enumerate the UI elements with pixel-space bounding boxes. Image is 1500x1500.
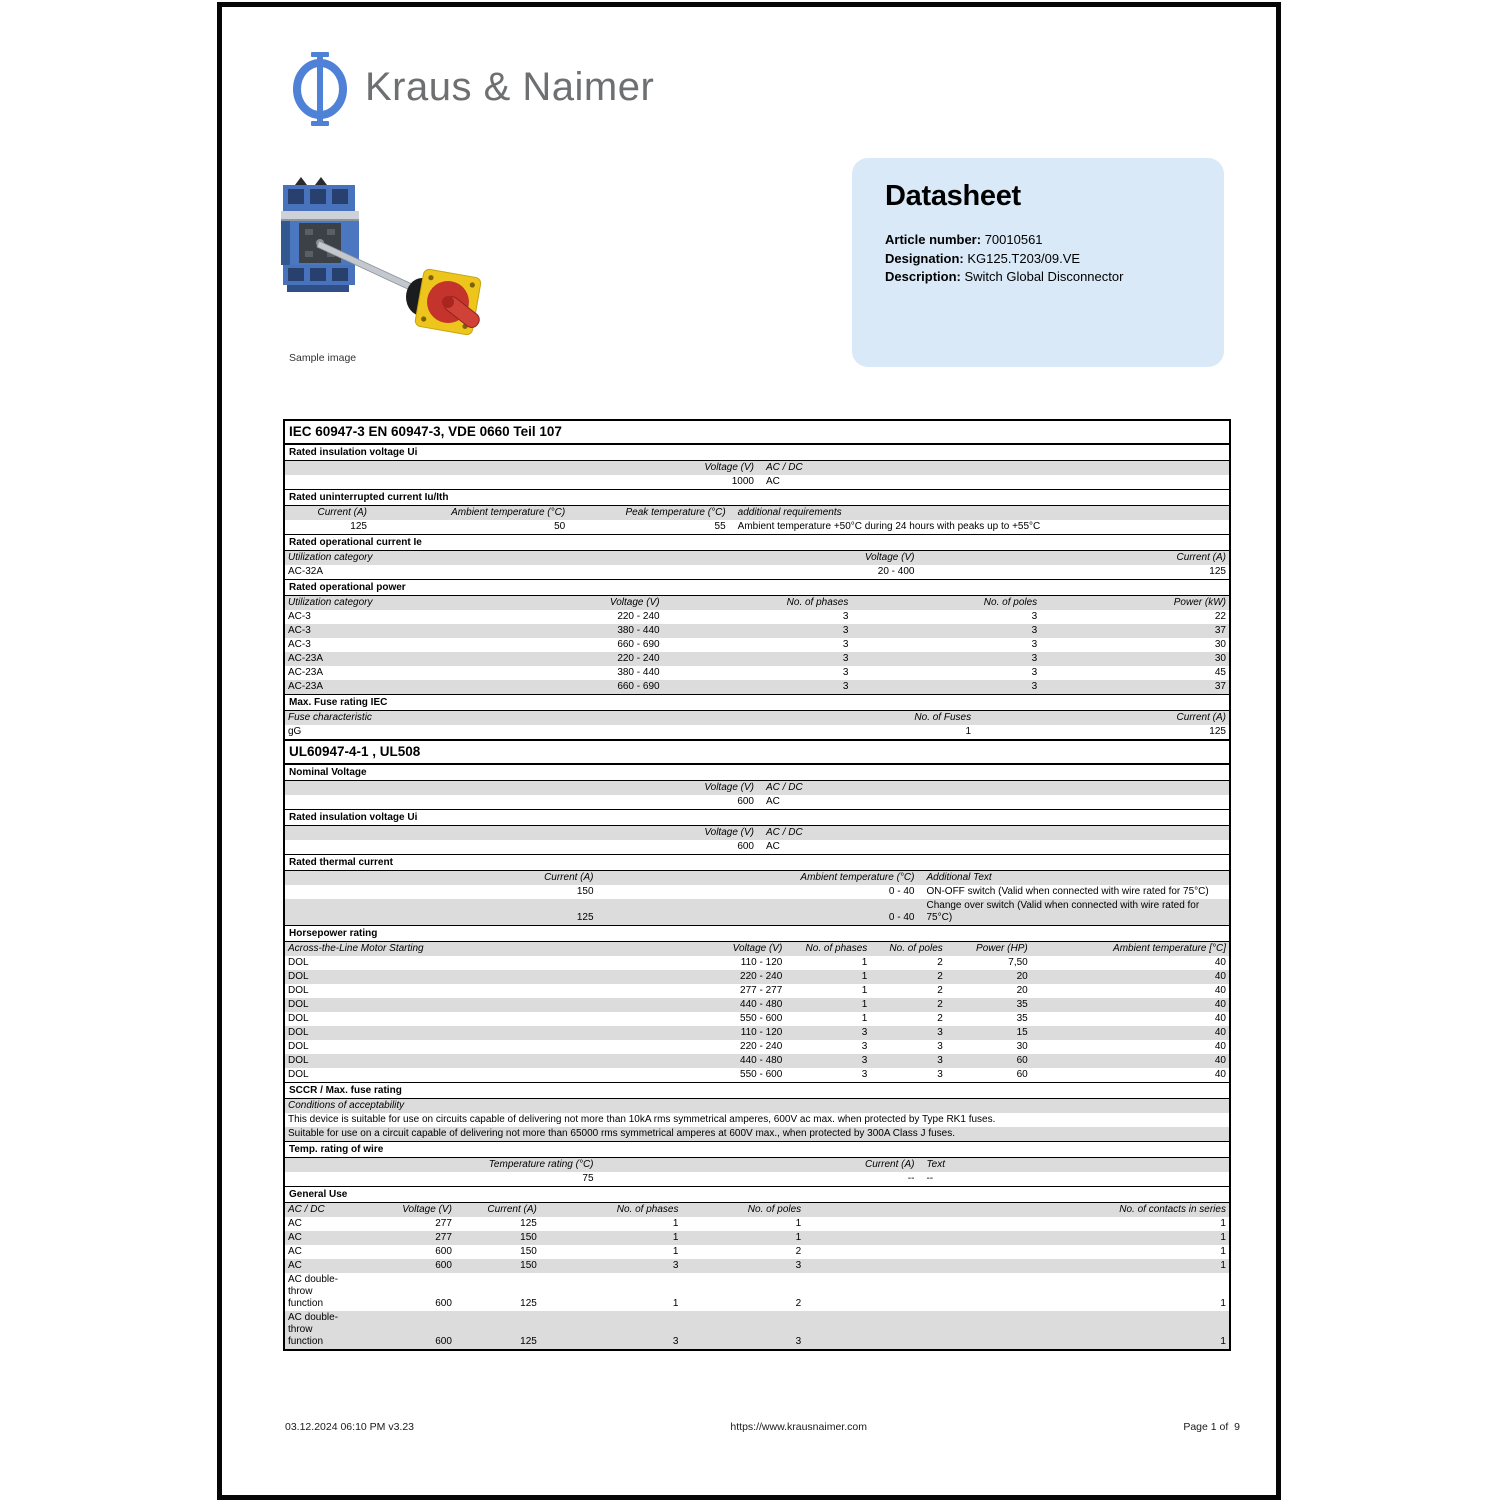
- table-cell: 40: [1214, 985, 1226, 996]
- table-cell: AC-3: [288, 611, 311, 622]
- table-cell: 220 - 240: [617, 611, 660, 622]
- product-sample-image: [275, 175, 505, 340]
- table-cell: 50: [554, 521, 566, 532]
- table-cell: AC-3: [288, 625, 311, 636]
- table-cell: DOL: [288, 1041, 309, 1052]
- table-row: [285, 1259, 1229, 1273]
- table-cell: No. of phases: [805, 943, 868, 954]
- table-cell: Current (A): [865, 1159, 915, 1170]
- table-cell: 3: [1031, 639, 1038, 650]
- table-cell: Across-the-Line Motor Starting: [288, 943, 424, 954]
- table-cell: Current (A): [487, 1204, 537, 1215]
- table-cell: 1: [861, 957, 868, 968]
- table-cell: No. of phases: [616, 1204, 679, 1215]
- table-cell: DOL: [288, 971, 309, 982]
- table-cell: DOL: [288, 1013, 309, 1024]
- table-cell: Conditions of acceptability: [288, 1100, 405, 1111]
- table-row: [285, 1068, 1229, 1082]
- product-handle: [414, 268, 489, 336]
- table-row: [285, 1172, 1229, 1186]
- table-cell: 125: [520, 1298, 537, 1309]
- table-cell: 40: [1214, 999, 1226, 1010]
- table-cell: 600: [435, 1246, 452, 1257]
- table-cell: 60: [1016, 1069, 1028, 1080]
- table-cell: 1: [1220, 1298, 1226, 1309]
- table-cell: Voltage (V): [704, 827, 754, 838]
- table-cell: 1: [1220, 1336, 1226, 1347]
- table-cell: AC / DC: [766, 827, 803, 838]
- table-cell: 60: [1016, 1055, 1028, 1066]
- table-cell: 37: [1214, 625, 1226, 636]
- document-page: [217, 2, 1281, 1500]
- table-cell: 660 - 690: [617, 639, 660, 650]
- table-cell: 220 - 240: [740, 1041, 783, 1052]
- table-cell: DOL: [288, 985, 309, 996]
- table-cell: 660 - 690: [617, 681, 660, 692]
- table-cell: 55: [714, 521, 726, 532]
- table-cell: AC / DC: [766, 462, 803, 473]
- table-cell: Change over switch (Valid when connected with wire rated for 75°C): [926, 900, 1200, 923]
- table-cell: 3: [842, 639, 849, 650]
- table-row: [285, 1026, 1229, 1040]
- info-field: [885, 231, 1204, 250]
- table-cell: No. of poles: [889, 943, 943, 954]
- table-cell: 40: [1214, 957, 1226, 968]
- table-cell: 1: [1220, 1218, 1226, 1229]
- table-cell: Suitable for use on a circuit capable of delivering not more than 65000 rms symmetrical amperes at 600V max., when protected by 300A Class J fuses.: [288, 1128, 956, 1139]
- table-cell: 15: [1016, 1027, 1028, 1038]
- table-cell: additional requirements: [737, 507, 842, 518]
- brand-logo: [292, 52, 654, 126]
- table-cell: 3: [861, 1041, 868, 1052]
- table-cell: AC: [288, 1218, 302, 1229]
- table-cell: 600: [435, 1336, 452, 1347]
- table-cell: 550 - 600: [740, 1069, 783, 1080]
- table-row: [285, 638, 1229, 652]
- table-cell: 220 - 240: [740, 971, 783, 982]
- table-subsection-header: Rated insulation voltage Ui: [285, 809, 1229, 826]
- table-cell: Utilization category: [288, 597, 373, 608]
- table-subsection-header: Rated uninterrupted current Iu/Ith: [285, 489, 1229, 506]
- table-cell: 3: [1031, 611, 1038, 622]
- table-cell: 125: [520, 1336, 537, 1347]
- table-row: [285, 1113, 1229, 1127]
- table-cell: 20 - 400: [877, 566, 915, 577]
- table-cell: Additional Text: [926, 872, 992, 883]
- table-row: [285, 680, 1229, 694]
- table-cell: 1: [1220, 1246, 1226, 1257]
- table-cell: AC / DC: [288, 1204, 325, 1215]
- table-cell: 3: [842, 625, 849, 636]
- table-header-row: [285, 596, 1229, 610]
- table-row: [285, 666, 1229, 680]
- brand-name: Kraus & Naimer: [365, 65, 655, 109]
- table-cell: 7,50: [1008, 957, 1028, 968]
- table-section-title: IEC 60947-3 EN 60947-3, VDE 0660 Teil 107: [285, 421, 1229, 445]
- table-cell: Voltage (V): [732, 943, 783, 954]
- table-cell: 600: [737, 796, 754, 807]
- table-cell: AC-3: [288, 639, 311, 650]
- table-cell: 37: [1214, 681, 1226, 692]
- table-cell: 150: [576, 886, 594, 897]
- table-cell: 30: [1214, 639, 1226, 650]
- sample-image-caption: Sample image: [289, 352, 357, 364]
- table-cell: AC: [288, 1260, 302, 1271]
- table-cell: Voltage (V): [609, 597, 660, 608]
- table-cell: AC double-throw function: [288, 1274, 339, 1309]
- table-cell: Ambient temperature (°C): [800, 872, 915, 883]
- table-subsection-header: Horsepower rating: [285, 925, 1229, 942]
- table-cell: 3: [1031, 667, 1038, 678]
- table-cell: 30: [1016, 1041, 1028, 1052]
- table-row: [285, 795, 1229, 809]
- table-cell: 600: [435, 1260, 452, 1271]
- table-cell: 1: [795, 1218, 802, 1229]
- product-lug: [315, 177, 327, 185]
- table-cell: Current (A): [317, 507, 367, 518]
- info-fields: [885, 231, 1204, 287]
- table-row: [285, 725, 1229, 739]
- table-cell: 2: [937, 985, 943, 996]
- table-cell: Voltage (V): [864, 552, 915, 563]
- table-cell: 2: [937, 999, 943, 1010]
- table-cell: 40: [1214, 1041, 1226, 1052]
- table-cell: 550 - 600: [740, 1013, 783, 1024]
- table-row: [285, 520, 1229, 534]
- datasheet-title: Datasheet: [885, 180, 1021, 212]
- table-row: [285, 1217, 1229, 1231]
- table-cell: 3: [937, 1055, 943, 1066]
- table-cell: 2: [937, 957, 943, 968]
- table-cell: Ambient temperature +50°C during 24 hours with peaks up to +55°C: [737, 521, 1041, 532]
- table-cell: AC: [766, 796, 780, 807]
- spec-table: [283, 419, 1231, 1351]
- table-cell: Temperature rating (°C): [488, 1159, 594, 1170]
- table-cell: 1: [1220, 1260, 1226, 1271]
- table-row: [285, 984, 1229, 998]
- table-cell: 1: [672, 1232, 679, 1243]
- table-header-row: [285, 461, 1229, 475]
- table-cell: 1: [672, 1246, 679, 1257]
- table-cell: 75: [582, 1173, 594, 1184]
- table-row: [285, 624, 1229, 638]
- table-cell: 110 - 120: [740, 957, 783, 968]
- table-cell: No. of poles: [747, 1204, 802, 1215]
- table-subsection-header: Rated thermal current: [285, 854, 1229, 871]
- table-cell: AC-32A: [288, 566, 324, 577]
- table-cell: 3: [1031, 681, 1038, 692]
- table-cell: --: [907, 1173, 915, 1184]
- table-header-row: [285, 506, 1229, 520]
- table-row: [285, 1245, 1229, 1259]
- table-cell: 150: [520, 1260, 537, 1271]
- table-cell: 220 - 240: [617, 653, 660, 664]
- table-row: [285, 1231, 1229, 1245]
- table-cell: No. of Fuses: [914, 712, 972, 723]
- table-cell: AC-23A: [288, 653, 324, 664]
- table-header-row: [285, 711, 1229, 725]
- table-cell: 2: [795, 1298, 802, 1309]
- info-field-value: 70010561: [984, 232, 1043, 247]
- table-cell: Voltage (V): [402, 1204, 452, 1215]
- table-cell: 40: [1214, 971, 1226, 982]
- table-cell: Ambient temperature (°C): [451, 507, 566, 518]
- table-cell: DOL: [288, 957, 309, 968]
- table-cell: AC double-throw function: [288, 1312, 339, 1347]
- table-cell: 440 - 480: [740, 999, 783, 1010]
- info-field-label: Description:: [885, 269, 965, 284]
- table-cell: 125: [1209, 726, 1226, 737]
- table-row: [285, 652, 1229, 666]
- table-cell: This device is suitable for use on circuits capable of delivering not more than 10kA rms symmetrical amperes, 600V ac max. when protected by Type RK1 fuses.: [288, 1114, 996, 1125]
- table-cell: gG: [288, 726, 302, 737]
- table-cell: 3: [842, 653, 849, 664]
- table-header-row: [285, 781, 1229, 795]
- table-cell: ON-OFF switch (Valid when connected with wire rated for 75°C): [926, 886, 1209, 897]
- table-cell: 3: [861, 1055, 868, 1066]
- footer-url: https://www.krausnaimer.com: [730, 1421, 867, 1433]
- table-cell: 3: [1031, 625, 1038, 636]
- table-cell: 150: [520, 1232, 537, 1243]
- table-cell: 3: [672, 1336, 679, 1347]
- table-cell: Current (A): [1176, 712, 1226, 723]
- table-cell: 600: [435, 1298, 452, 1309]
- table-cell: Fuse characteristic: [288, 712, 372, 723]
- table-cell: 22: [1214, 611, 1226, 622]
- table-cell: No. of contacts in series: [1119, 1204, 1226, 1215]
- table-cell: 1: [861, 1013, 868, 1024]
- table-cell: Ambient temperature [°C]: [1113, 943, 1226, 954]
- table-cell: AC / DC: [766, 782, 803, 793]
- table-cell: 30: [1214, 653, 1226, 664]
- table-cell: 1: [1220, 1232, 1226, 1243]
- table-cell: 20: [1016, 985, 1028, 996]
- table-cell: 1: [861, 971, 868, 982]
- table-cell: 2: [795, 1246, 802, 1257]
- table-header-row: [285, 551, 1229, 565]
- table-cell: 35: [1016, 999, 1028, 1010]
- table-subsection-header: Rated insulation voltage Ui: [285, 445, 1229, 461]
- table-cell: 150: [520, 1246, 537, 1257]
- table-cell: 277: [435, 1232, 452, 1243]
- phi-logo-icon: [292, 52, 348, 126]
- table-cell: AC-23A: [288, 681, 324, 692]
- table-cell: 1: [965, 726, 972, 737]
- table-cell: 3: [861, 1069, 868, 1080]
- footer-page-number: Page 1 of 9: [1183, 1421, 1240, 1433]
- table-row: [285, 970, 1229, 984]
- table-cell: AC-23A: [288, 667, 324, 678]
- table-cell: --: [926, 1173, 934, 1184]
- page-footer: [285, 1421, 1240, 1433]
- table-cell: 3: [795, 1260, 802, 1271]
- table-cell: 125: [1209, 566, 1226, 577]
- table-cell: Peak temperature (°C): [625, 507, 726, 518]
- table-cell: 3: [937, 1041, 943, 1052]
- table-cell: 277: [435, 1218, 452, 1229]
- table-cell: 1: [672, 1298, 679, 1309]
- table-row: [285, 840, 1229, 854]
- table-header-row: [285, 871, 1229, 885]
- info-field-label: Article number:: [885, 232, 985, 247]
- table-cell: No. of poles: [983, 597, 1038, 608]
- table-header-row: [285, 826, 1229, 840]
- table-subsection-header: Nominal Voltage: [285, 765, 1229, 781]
- info-field-value: Switch Global Disconnector: [964, 269, 1124, 284]
- table-cell: 1: [672, 1218, 679, 1229]
- table-cell: Voltage (V): [704, 782, 754, 793]
- table-subsection-header: Temp. rating of wire: [285, 1141, 1229, 1158]
- table-row: [285, 885, 1229, 899]
- table-cell: 35: [1016, 1013, 1028, 1024]
- table-cell: 1: [861, 999, 868, 1010]
- table-cell: 20: [1016, 971, 1028, 982]
- table-row: [285, 1127, 1229, 1141]
- table-row: [285, 610, 1229, 624]
- table-cell: 440 - 480: [740, 1055, 783, 1066]
- table-section-title: UL60947-4-1 , UL508: [285, 739, 1229, 765]
- table-cell: AC: [766, 476, 780, 487]
- table-cell: 3: [842, 681, 849, 692]
- table-cell: 600: [737, 841, 754, 852]
- table-row: [285, 475, 1229, 489]
- table-cell: Current (A): [544, 872, 594, 883]
- table-cell: DOL: [288, 1027, 309, 1038]
- table-subsection-header: Max. Fuse rating IEC: [285, 694, 1229, 711]
- table-cell: 0 - 40: [888, 912, 915, 923]
- table-cell: Utilization category: [288, 552, 373, 563]
- table-cell: DOL: [288, 999, 309, 1010]
- table-cell: 380 - 440: [617, 625, 660, 636]
- info-field: [885, 250, 1204, 269]
- table-header-row: [285, 942, 1229, 956]
- table-cell: Power (HP): [976, 943, 1028, 954]
- table-row: [285, 998, 1229, 1012]
- table-subsection-header: Rated operational current Ie: [285, 534, 1229, 551]
- table-row: [285, 1012, 1229, 1026]
- table-cell: AC: [288, 1246, 302, 1257]
- table-header-row: [285, 1158, 1229, 1172]
- table-cell: 380 - 440: [617, 667, 660, 678]
- table-cell: AC: [288, 1232, 302, 1243]
- table-cell: DOL: [288, 1055, 309, 1066]
- table-cell: 0 - 40: [888, 886, 915, 897]
- info-field: [885, 268, 1204, 287]
- table-cell: Power (kW): [1173, 597, 1226, 608]
- table-cell: Current (A): [1176, 552, 1226, 563]
- table-row: [285, 1040, 1229, 1054]
- table-cell: 277 - 277: [740, 985, 783, 996]
- table-cell: No. of phases: [786, 597, 849, 608]
- table-cell: 125: [350, 521, 367, 532]
- table-row: [285, 1054, 1229, 1068]
- table-cell: 1: [861, 985, 868, 996]
- table-cell: 3: [842, 611, 849, 622]
- table-cell: 40: [1214, 1069, 1226, 1080]
- table-row: [285, 565, 1229, 579]
- table-cell: DOL: [288, 1069, 309, 1080]
- table-cell: 1: [795, 1232, 802, 1243]
- table-cell: 3: [1031, 653, 1038, 664]
- footer-timestamp: 03.12.2024 06:10 PM v3.23: [285, 1421, 415, 1433]
- table-cell: Voltage (V): [704, 462, 754, 473]
- table-cell: AC: [766, 841, 780, 852]
- table-subsection-header: General Use: [285, 1186, 1229, 1203]
- table-cell: 45: [1214, 667, 1226, 678]
- table-cell: 3: [937, 1027, 943, 1038]
- table-cell: Text: [926, 1159, 945, 1170]
- product-lug: [295, 177, 307, 185]
- table-cell: 2: [937, 971, 943, 982]
- table-cell: 125: [576, 912, 594, 923]
- info-field-label: Designation:: [885, 250, 968, 266]
- table-subsection-header: Rated operational power: [285, 579, 1229, 596]
- table-cell: 3: [937, 1069, 943, 1080]
- table-subsection-header: SCCR / Max. fuse rating: [285, 1082, 1229, 1099]
- table-cell: 3: [795, 1336, 802, 1347]
- table-cell: 40: [1214, 1013, 1226, 1024]
- table-cell: 1000: [731, 476, 754, 487]
- table-cell: 40: [1214, 1055, 1226, 1066]
- table-cell: 125: [520, 1218, 537, 1229]
- table-header-row: [285, 1203, 1229, 1217]
- table-row: [285, 899, 1229, 925]
- datasheet-info-card: [852, 158, 1224, 367]
- table-cell: 3: [842, 667, 849, 678]
- table-cell: 40: [1214, 1027, 1226, 1038]
- table-row: [285, 1273, 1229, 1311]
- table-cell: 2: [937, 1013, 943, 1024]
- table-header-row: [285, 1099, 1229, 1113]
- table-row: [285, 956, 1229, 970]
- table-cell: 3: [861, 1027, 868, 1038]
- info-field-value: KG125.T203/09.VE: [967, 250, 1081, 266]
- table-row: [285, 1311, 1229, 1349]
- table-cell: 110 - 120: [740, 1027, 783, 1038]
- table-cell: 3: [672, 1260, 679, 1271]
